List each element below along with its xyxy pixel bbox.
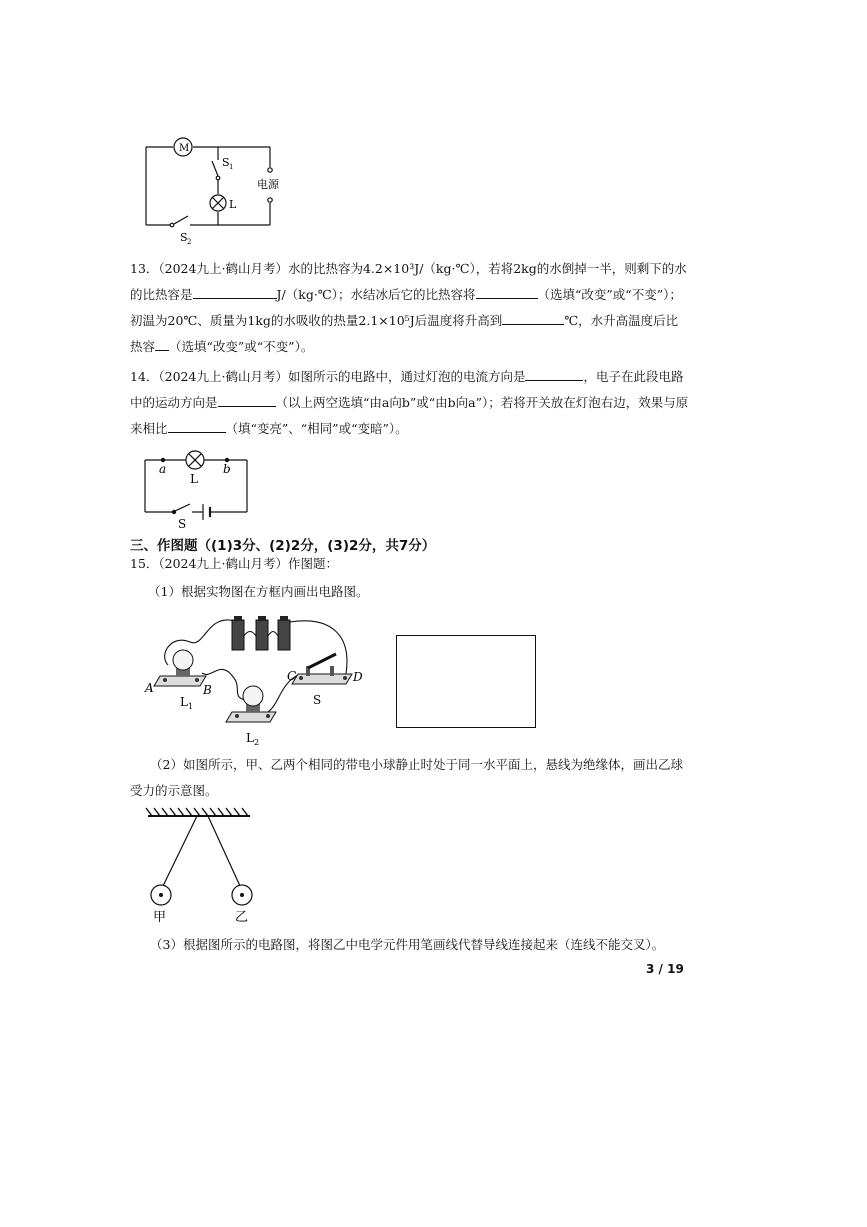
- answer-blank[interactable]: [502, 310, 564, 325]
- terminal-b-label: B: [203, 683, 212, 697]
- point-a-label: a: [159, 462, 167, 476]
- svg-text:S: S: [222, 156, 230, 169]
- switch-symbol: [175, 504, 190, 511]
- battery-pack-icon: [232, 616, 290, 650]
- lamp-label: L: [190, 472, 198, 486]
- svg-text:1: 1: [229, 163, 234, 171]
- question-14: 14．（2024九上·鹤山月考）如图所示的电路中，通过灯泡的电流方向是 ，电子在此段电路中的运动方向是 （以上两空选填“由a向b”或“由b向a”）；若将开关放在灯泡右边，效果与原来相比 （填“变亮”、“相同”或“变暗”）。: [130, 364, 690, 442]
- terminal-d-label: D: [353, 670, 363, 684]
- answer-drawing-box[interactable]: [396, 635, 536, 728]
- lamp-l1-icon: [154, 650, 206, 686]
- switch-s1-symbol: [212, 161, 218, 176]
- motor-lamp-circuit-figure: [140, 130, 290, 245]
- switch-label: S: [178, 517, 187, 530]
- ball-yi-label: 乙: [235, 910, 249, 925]
- answer-blank[interactable]: [525, 366, 583, 381]
- question-15-intro: 15．（2024九上·鹤山月考）作图题：: [130, 556, 338, 571]
- terminal-a-label: A: [145, 681, 154, 695]
- answer-blank[interactable]: [476, 284, 538, 299]
- svg-text:2: 2: [254, 738, 260, 747]
- answer-blank[interactable]: [155, 336, 169, 351]
- lamp-l1-label: L: [180, 695, 188, 709]
- question-15-part-3: （3）根据图所示的电路图，将图乙中电学元件用笔画线代替导线连接起来（连线不能交叉）。: [150, 937, 665, 952]
- answer-blank[interactable]: [218, 392, 276, 407]
- question-13: 13．（2024九上·鹤山月考）水的比热容为4.2×10³J/（kg·℃），若将2kg的水倒掉一半，则剩下的水的比热容是 J/（kg·℃）；水结冰后它的比热容将 （选填“改变”或“不变”）；初温为20℃、质量为1kg的水吸收的热量2.1×10⁵J后温度将升高到 ℃，水升高温度后比热容 （选填“改变”或“不变”）。: [130, 261, 687, 354]
- terminal-c-label: C: [287, 669, 297, 683]
- switch-s2-symbol: [174, 216, 188, 224]
- page-number: 3 / 19: [646, 962, 684, 976]
- lamp-l2-icon: [226, 686, 276, 722]
- question-15-part-2: （2）如图所示，甲、乙两个相同的带电小球静止时处于同一水平面上，悬线为绝缘体，画出乙球受力的示意图。: [130, 757, 683, 798]
- ball-jia-label: 甲: [153, 910, 167, 925]
- svg-text:1: 1: [188, 702, 194, 711]
- lamp-label: L: [229, 198, 237, 211]
- lamp-switch-circuit-figure: [140, 448, 260, 530]
- switch-s-label: S: [313, 693, 322, 707]
- power-source-label: 电源: [257, 178, 279, 191]
- svg-text:2: 2: [187, 238, 192, 245]
- point-b-label: b: [223, 462, 231, 476]
- motor-label: M: [179, 143, 190, 154]
- section-heading: 三、作图题（(1)3分、(2)2分，(3)2分，共7分）: [130, 538, 436, 554]
- answer-blank[interactable]: [193, 284, 277, 299]
- lamp-l2-label: L: [246, 731, 254, 745]
- answer-blank[interactable]: [168, 418, 226, 433]
- svg-text:S: S: [180, 231, 188, 244]
- knife-switch-icon: [292, 654, 352, 684]
- charged-balls-figure: [140, 806, 270, 926]
- physical-circuit-figure: [140, 608, 370, 748]
- right-thread: [208, 816, 240, 886]
- question-15-part-1: （1）根据实物图在方框内画出电路图。: [148, 584, 369, 599]
- left-thread: [163, 816, 197, 886]
